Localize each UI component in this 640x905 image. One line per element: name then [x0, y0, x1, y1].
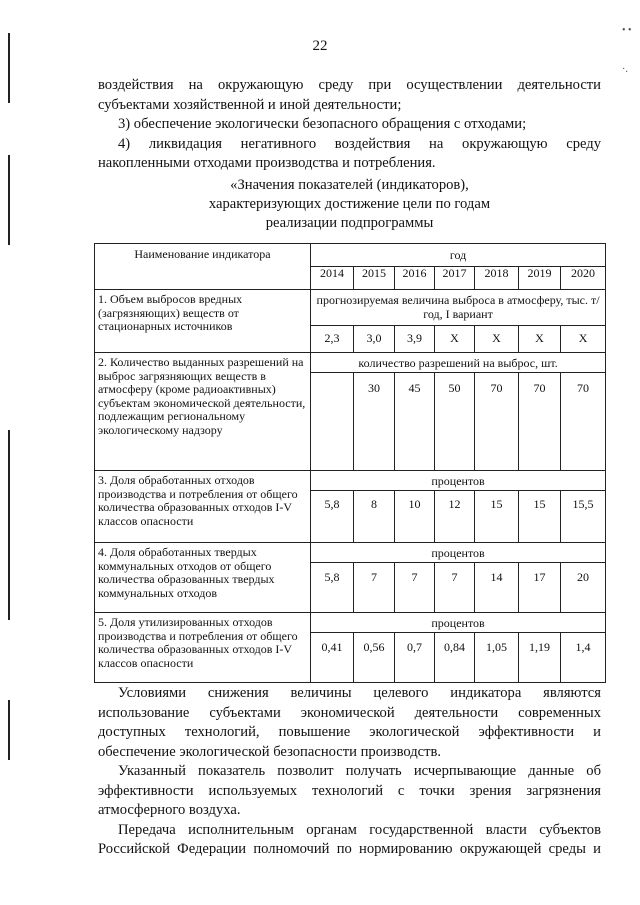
indicator-unit: процентов: [311, 471, 606, 491]
value-cell: Х: [475, 326, 519, 353]
value-cell: 45: [395, 373, 435, 471]
value-cell: Х: [435, 326, 475, 353]
scan-margin-line: [8, 155, 10, 245]
year-cell: 2015: [354, 267, 395, 290]
value-cell: 12: [435, 491, 475, 543]
indicator-name: 5. Доля утилизированных отходов производства и потребления от общего количества образованных отходов I-V классов опасности: [95, 613, 311, 683]
scan-speck: • •: [622, 25, 632, 36]
indicator-name: 4. Доля обработанных твердых коммунальных отходов от общего количества образованных твердых коммунальных отходов: [95, 543, 311, 613]
value-cell: 0,84: [435, 633, 475, 683]
scan-margin-line: [8, 700, 10, 760]
indicator-unit: процентов: [311, 543, 606, 563]
value-cell: 1,05: [475, 633, 519, 683]
value-cell: 5,8: [311, 491, 354, 543]
value-cell: 3,9: [395, 326, 435, 353]
value-cell: 14: [475, 563, 519, 613]
value-cell: 50: [435, 373, 475, 471]
indicator-name: 2. Количество выданных разрешений на выброс загрязняющих веществ в атмосферу (кроме радиоактивных) субъектам экономической деятельности, подлежащим региональному экологическому надзору: [95, 353, 311, 471]
year-cell: 2020: [561, 267, 606, 290]
indicators-table: [94, 243, 606, 683]
year-cell: 2017: [435, 267, 475, 290]
intro-text: [98, 76, 601, 174]
scan-margin-line: [8, 430, 10, 620]
paragraph: Передача исполнительным органам государственной власти субъектов Российской Федерации полномочий по нормированию окружающей среды и: [98, 821, 601, 857]
value-cell: 7: [354, 563, 395, 613]
page-number: 22: [312, 38, 328, 54]
value-cell: 20: [561, 563, 606, 613]
value-cell: 70: [561, 373, 606, 471]
value-cell: 10: [395, 491, 435, 543]
value-cell: 5,8: [311, 563, 354, 613]
value-cell: Х: [519, 326, 561, 353]
value-cell: 7: [435, 563, 475, 613]
intro-line: 3) обеспечение экологически безопасного обращения с отходами;: [118, 116, 527, 132]
header-indicator-name: Наименование индикатора: [95, 244, 311, 290]
indicator-unit: процентов: [311, 613, 606, 633]
intro-line: 4) ликвидация негативного воздействия на окружающую среду: [118, 135, 601, 152]
indicator-unit: количество разрешений на выброс, шт.: [311, 353, 606, 373]
value-cell: 1,4: [561, 633, 606, 683]
table-title-line: характеризующих достижение цели по годам: [208, 196, 491, 212]
table-title: [98, 176, 601, 233]
value-cell: Х: [561, 326, 606, 353]
indicator-unit: прогнозируемая величина выброса в атмосферу, тыс. т/год, I вариант: [311, 290, 606, 326]
value-cell: 70: [475, 373, 519, 471]
value-cell: 3,0: [354, 326, 395, 353]
value-cell: 7: [395, 563, 435, 613]
intro-line: воздействия на окружающую среду при осуществлении деятельности: [98, 77, 601, 93]
year-cell: 2019: [519, 267, 561, 290]
value-cell: 2,3: [311, 326, 354, 353]
after-text: [98, 684, 601, 860]
value-cell: [311, 373, 354, 471]
year-cell: 2018: [475, 267, 519, 290]
intro-line: субъектами хозяйственной и иной деятельности;: [98, 96, 402, 113]
year-cell: 2014: [311, 267, 354, 290]
value-cell: 70: [519, 373, 561, 471]
table-title-line: «Значения показателей (индикаторов),: [230, 177, 469, 193]
indicator-name: 1. Объем выбросов вредных (загрязняющих) веществ от стационарных источников: [95, 290, 311, 353]
value-cell: 0,7: [395, 633, 435, 683]
value-cell: 0,41: [311, 633, 354, 683]
value-cell: 15: [519, 491, 561, 543]
table-title-line: реализации подпрограммы: [265, 215, 434, 231]
value-cell: 1,19: [519, 633, 561, 683]
value-cell: 15,5: [561, 491, 606, 543]
scan-speck: ·.: [622, 64, 628, 75]
value-cell: 0,56: [354, 633, 395, 683]
value-cell: 17: [519, 563, 561, 613]
header-year: год: [311, 244, 606, 267]
intro-line: накопленными отходами производства и потребления.: [98, 155, 436, 171]
value-cell: 15: [475, 491, 519, 543]
year-cell: 2016: [395, 267, 435, 290]
paragraph: Указанный показатель позволит получать исчерпывающие данные об эффективности используемых технологий с точки зрения загрязнения атмосферного воздуха.: [98, 763, 601, 818]
value-cell: 8: [354, 491, 395, 543]
value-cell: 30: [354, 373, 395, 471]
indicator-name: 3. Доля обработанных отходов производства и потребления от общего количества образованных отходов I-V классов опасности: [95, 471, 311, 543]
paragraph: Условиями снижения величины целевого индикатора являются использование субъектами экономической деятельности современных доступных технологий, повышение экологической эффективности и обеспечение экологической безопасности производств.: [98, 685, 601, 760]
